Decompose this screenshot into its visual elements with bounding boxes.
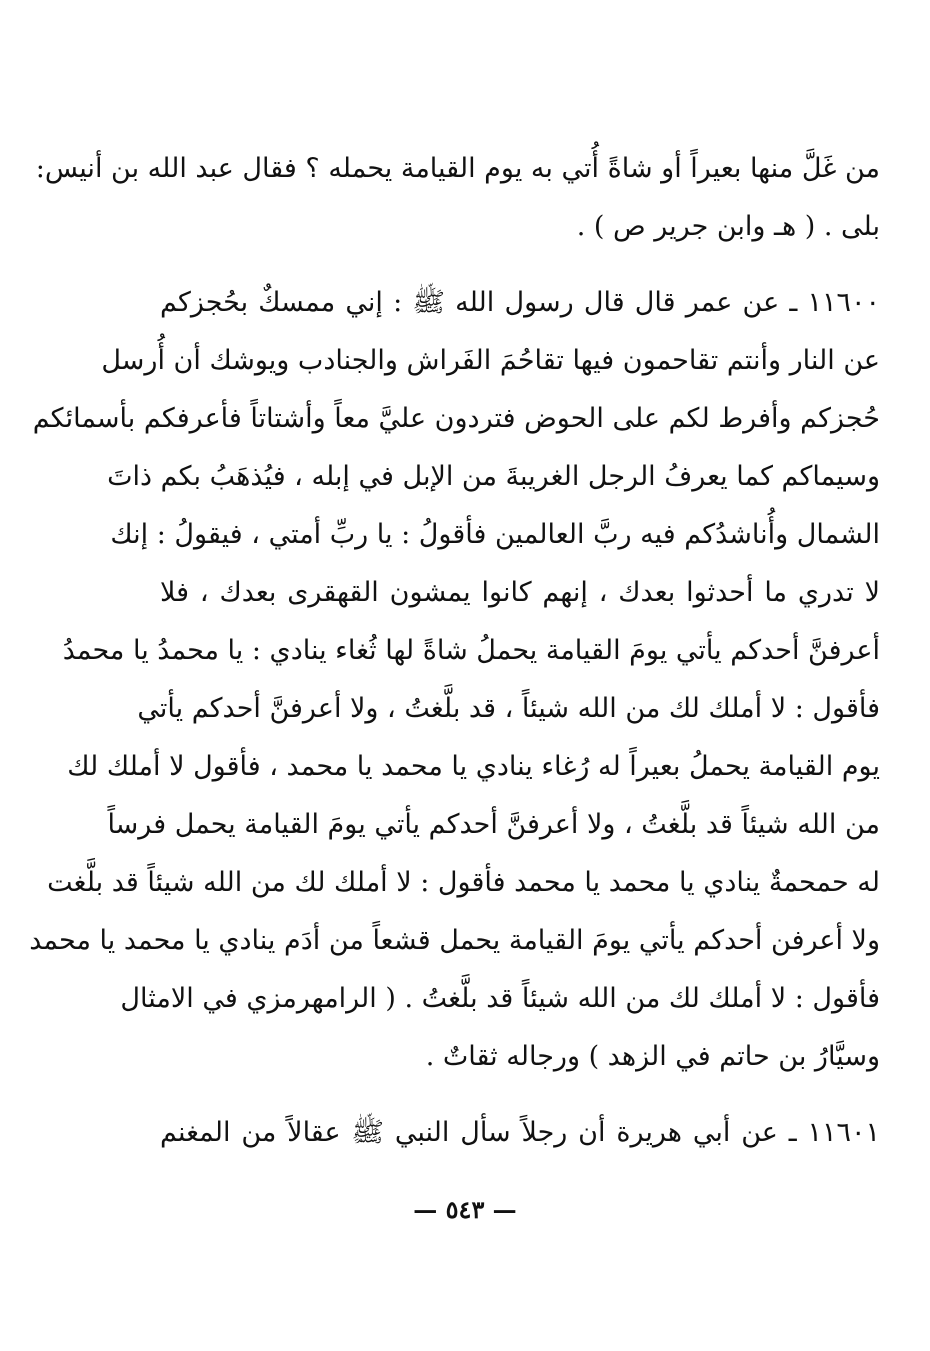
text-line: وسيَّارُ بن حاتم في الزهد ) ورجاله ثقاتٌ .	[425, 1041, 880, 1072]
hadith-11601	[160, 1104, 880, 1162]
text-line: ١١٦٠٠ ـ عن عمر قال قال رسول الله ﷺ : إني ممسكٌ بحُجزكم	[160, 287, 880, 318]
text-line: ١١٦٠١ ـ عن أبي هريرة أن رجلاً سأل النبي ﷺ عقالاً من المغنم	[160, 1117, 880, 1148]
text-line: يوم القيامة يحملُ بعيراً له رُغاء ينادي يا محمد يا محمد ، فأقول لا أملك لك	[67, 751, 880, 782]
text-line: ولا أعرفن أحدكم يأتي يومَ القيامة يحمل قشعاً من أدَم ينادي يا محمد يا محمد	[29, 925, 880, 956]
hadith-11600	[29, 274, 880, 1086]
text-line: له حمحمةٌ ينادي يا محمد يا محمد فأقول : لا أملك لك من الله شيئاً قد بلَّغت	[47, 867, 880, 898]
text-line: عن النار وأنتم تقاحمون فيها تقاحُمَ الفَراش والجنادب ويوشك أن أُرسل	[101, 345, 880, 376]
paragraph-gap	[160, 256, 880, 274]
text-line: من غَلَّ منها بعيراً أو شاةً أُتي به يوم القيامة يحمله ؟ فقال عبد الله بن أنيس:	[35, 153, 880, 184]
text-line: الشمال وأُناشدُكم فيه ربَّ العالمين فأقولُ : يا ربِّ أمتي ، فيقولُ : إنك	[110, 519, 880, 550]
paragraph-gap	[160, 1086, 880, 1104]
page-number: — ٥٤٣ —	[413, 1195, 517, 1224]
text-line: وسيماكم كما يعرفُ الرجل الغريبةَ من الإبل في إبله ، فيُذهَبُ بكم ذاتَ	[107, 461, 880, 492]
text-line: لا تدري ما أحدثوا بعدك ، إنهم كانوا يمشون القهقرى بعدك ، فلا	[160, 577, 880, 608]
paragraph-continuation	[35, 140, 880, 256]
page-body	[29, 140, 880, 1162]
text-line: أعرفنَّ أحدكم يأتي يومَ القيامة يحملُ شاةً لها ثُغاء ينادي : يا محمدُ يا محمدُ	[62, 635, 880, 666]
text-line: حُجزكم وأفرط لكم على الحوض فتردون عليَّ معاً وأشتاتاً فأعرفكم بأسمائكم	[32, 403, 880, 434]
text-line: فأقول : لا أملك لك من الله شيئاً قد بلَّغتُ . ( الرامهرمزي في الامثال	[120, 983, 880, 1014]
text-line: من الله شيئاً قد بلَّغتُ ، ولا أعرفنَّ أحدكم يأتي يومَ القيامة يحمل فرساً	[107, 809, 880, 840]
text-line: فأقول : لا أملك لك من الله شيئاً ، قد بلَّغتُ ، ولا أعرفنَّ أحدكم يأتي	[137, 693, 880, 724]
text-line: بلى . ( هـ وابن جرير ص ) .	[576, 211, 880, 242]
